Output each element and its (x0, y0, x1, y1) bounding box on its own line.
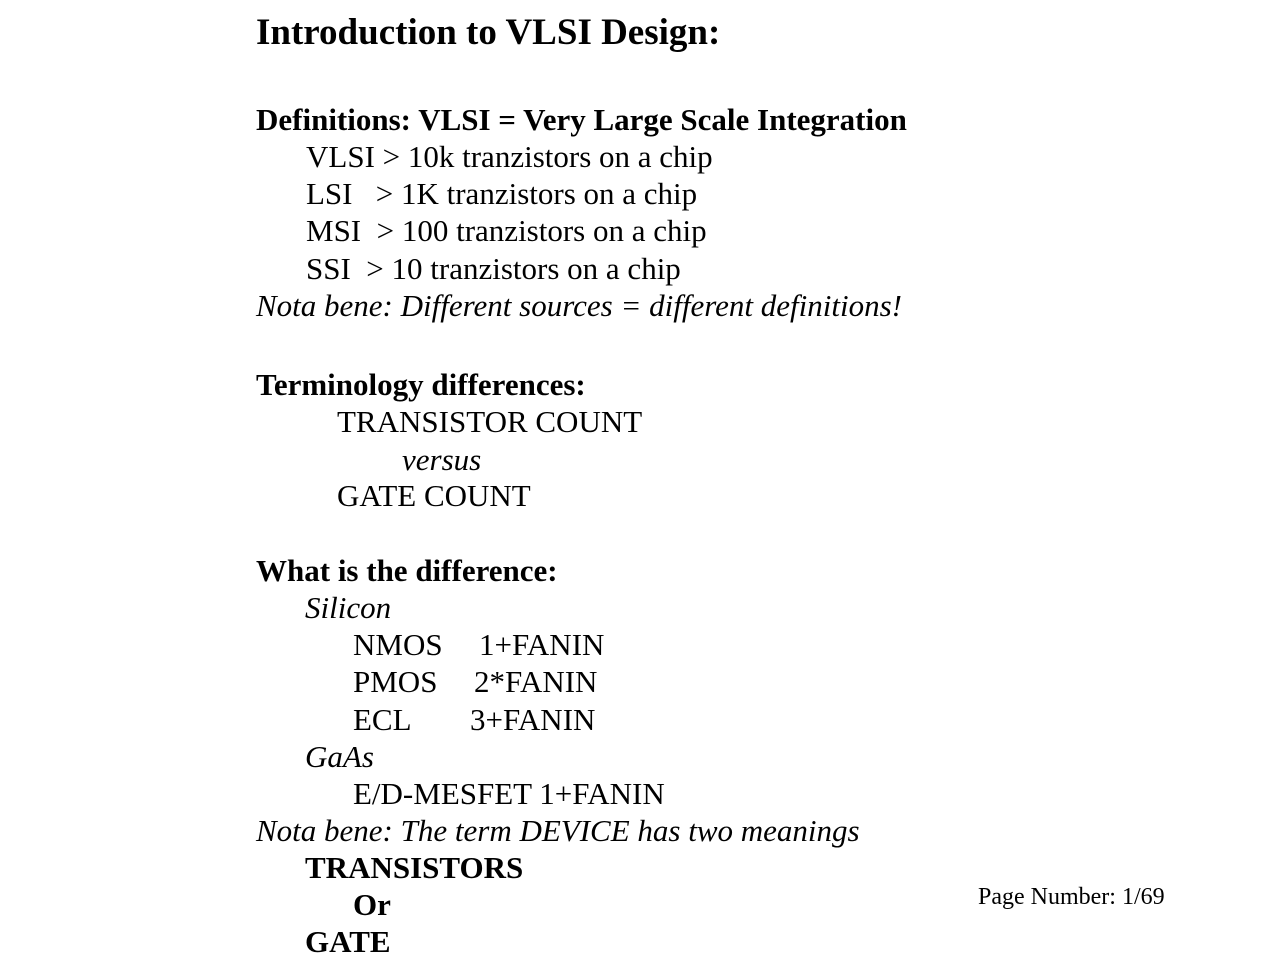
device-meaning-transistors: TRANSISTORS (305, 850, 524, 885)
device-note: Nota bene: The term DEVICE has two meanings (256, 813, 860, 848)
terminology-heading: Terminology differences: (256, 367, 586, 402)
definition-item-ssi: SSI > 10 tranzistors on a chip (306, 251, 681, 286)
silicon-formula-ecl: 3+FANIN (470, 702, 596, 737)
silicon-label: Silicon (305, 590, 392, 625)
definition-item-msi: MSI > 100 tranzistors on a chip (306, 213, 707, 248)
definitions-heading: Definitions: VLSI = Very Large Scale Integration (256, 102, 907, 137)
device-meaning-or: Or (353, 887, 391, 922)
definitions-note: Nota bene: Different sources = different definitions! (256, 288, 902, 323)
definition-item-lsi: LSI > 1K tranzistors on a chip (306, 176, 698, 211)
silicon-formula-pmos: 2*FANIN (474, 664, 598, 699)
gaas-label: GaAs (305, 739, 374, 774)
device-meaning-gate: GATE (305, 924, 391, 959)
silicon-formula-nmos: 1+FANIN (479, 627, 605, 662)
page-title: Introduction to VLSI Design: (256, 12, 721, 53)
terminology-versus: versus (402, 442, 482, 477)
terminology-transistor-count: TRANSISTOR COUNT (337, 404, 643, 439)
silicon-tech-nmos: NMOS (353, 627, 443, 662)
gaas-row: E/D-MESFET 1+FANIN (353, 776, 665, 811)
terminology-gate-count: GATE COUNT (337, 478, 531, 513)
silicon-tech-ecl: ECL (353, 702, 412, 737)
definition-item-vlsi: VLSI > 10k tranzistors on a chip (306, 139, 713, 174)
page-number: Page Number: 1/69 (978, 884, 1165, 910)
silicon-tech-pmos: PMOS (353, 664, 438, 699)
difference-heading: What is the difference: (256, 553, 558, 588)
